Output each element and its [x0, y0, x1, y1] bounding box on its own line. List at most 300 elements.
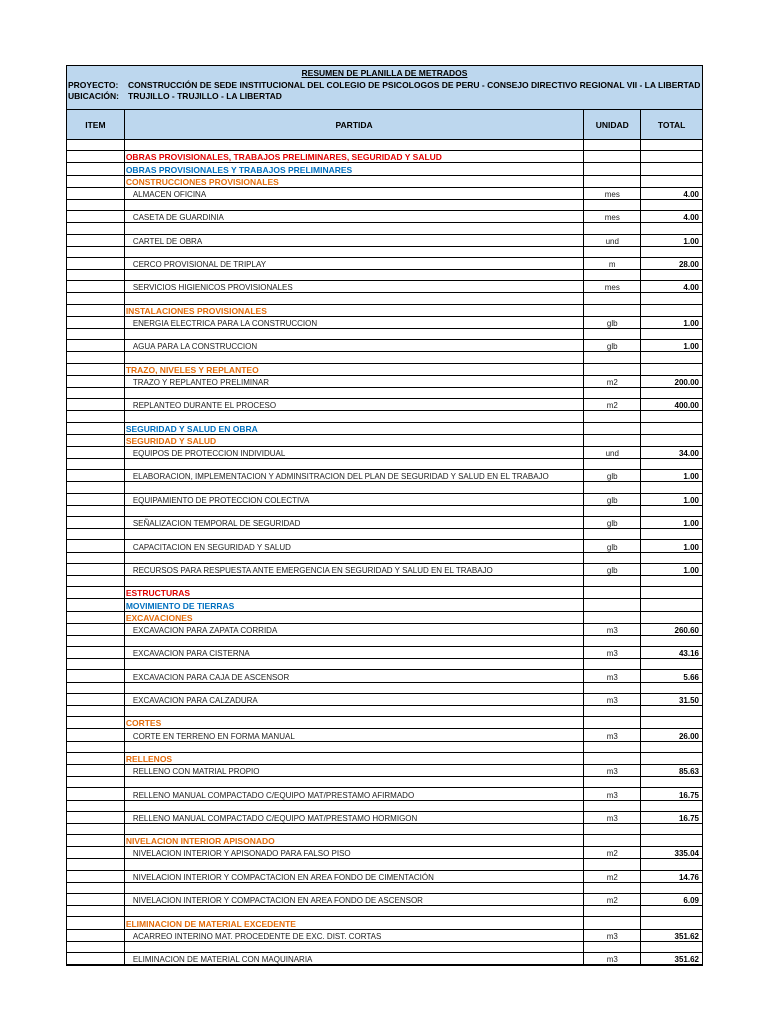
unidad-cell — [584, 777, 641, 787]
total-cell — [641, 176, 702, 187]
partida-cell: CAPACITACION EN SEGURIDAD Y SALUD — [125, 540, 585, 551]
section-row — [67, 917, 702, 929]
column-headers — [66, 110, 703, 140]
unidad-cell: m3 — [584, 953, 641, 964]
section-row — [67, 612, 702, 624]
total-cell — [641, 553, 702, 563]
unidad-cell: m3 — [584, 930, 641, 941]
unidad-cell — [584, 388, 641, 398]
item-cell — [67, 388, 125, 398]
item-cell — [67, 329, 125, 339]
table-row — [67, 847, 702, 859]
partida-cell — [125, 247, 585, 257]
total-cell — [641, 270, 702, 280]
blank-row — [67, 683, 702, 694]
partida-cell — [125, 859, 585, 869]
unidad-cell: glb — [584, 470, 641, 481]
total-cell — [641, 612, 702, 623]
table-row — [67, 540, 702, 552]
item-cell — [67, 788, 125, 799]
blank-row — [67, 459, 702, 470]
section-row — [67, 717, 702, 729]
item-cell — [67, 765, 125, 776]
blank-row — [67, 706, 702, 717]
unidad-cell: m3 — [584, 765, 641, 776]
item-cell — [67, 576, 125, 586]
total-cell: 16.75 — [678, 813, 699, 823]
column-header-total: TOTAL — [657, 119, 686, 130]
unidad-cell: m2 — [584, 399, 641, 410]
total-cell — [641, 706, 702, 716]
item-cell — [67, 506, 125, 516]
item-cell — [67, 553, 125, 563]
partida-cell — [125, 459, 585, 469]
item-cell — [67, 647, 125, 658]
total-cell — [641, 659, 702, 669]
total-cell: 4.00 — [683, 283, 699, 293]
partida-cell: NIVELACION INTERIOR Y APISONADO PARA FALSO PISO — [125, 847, 585, 858]
table-row — [67, 729, 702, 741]
item-cell — [67, 812, 125, 823]
item-cell — [67, 447, 125, 458]
blank-row — [67, 223, 702, 234]
blank-row — [67, 906, 702, 917]
total-cell — [641, 576, 702, 586]
unidad-cell — [584, 459, 641, 469]
partida-cell — [125, 777, 585, 787]
item-cell — [67, 871, 125, 882]
item-cell — [67, 847, 125, 858]
table-row — [67, 930, 702, 942]
partida-cell: EXCAVACION PARA CALZADURA — [125, 694, 585, 705]
partida-cell: CARTEL DE OBRA — [125, 235, 585, 246]
partida-cell — [125, 659, 585, 669]
proyecto-value: CONSTRUCCIÓN DE SEDE INSTITUCIONAL DEL COLEGIO DE PSICOLOGOS DE PERU - CONSEJO DIRECTIVO REGIONAL VII - LA LIBERTAD — [128, 80, 701, 90]
item-cell — [67, 659, 125, 669]
unidad-cell — [584, 683, 641, 693]
partida-cell: SEÑALIZACION TEMPORAL DE SEGURIDAD — [125, 517, 585, 528]
item-cell — [67, 305, 125, 316]
unidad-cell — [584, 659, 641, 669]
unidad-cell: und — [584, 447, 641, 458]
item-cell — [67, 423, 125, 434]
unidad-cell — [584, 482, 641, 492]
partida-cell — [125, 742, 585, 752]
section-row — [67, 599, 702, 611]
partida-cell: ACARREO INTERINO MAT. PROCEDENTE DE EXC. DIST. CORTAS — [125, 930, 585, 941]
partida-cell — [125, 329, 585, 339]
total-cell — [641, 200, 702, 210]
table-row — [67, 317, 702, 329]
unidad-cell: glb — [584, 340, 641, 351]
partida-cell: NIVELACION INTERIOR Y COMPACTACION EN AREA FONDO DE ASCENSOR — [125, 894, 585, 905]
partida-cell: CORTE EN TERRENO EN FORMA MANUAL — [125, 729, 585, 740]
blank-row — [67, 388, 702, 399]
table-row — [67, 694, 702, 706]
item-cell — [67, 364, 125, 375]
table-row — [67, 953, 702, 965]
partida-cell — [125, 906, 585, 916]
total-cell: 14.76 — [678, 872, 699, 882]
item-cell — [67, 188, 125, 199]
item-cell — [67, 411, 125, 421]
total-cell — [641, 906, 702, 916]
unidad-cell: glb — [584, 564, 641, 575]
unidad-cell — [584, 411, 641, 421]
blank-row — [67, 883, 702, 894]
blank-row — [67, 801, 702, 812]
total-cell: 85.63 — [678, 767, 699, 777]
item-cell — [67, 894, 125, 905]
partida-cell: EXCAVACIONES — [125, 612, 585, 623]
item-cell — [67, 352, 125, 362]
item-cell — [67, 753, 125, 764]
sheet-header — [66, 65, 703, 110]
total-cell — [641, 942, 702, 952]
total-cell — [641, 801, 702, 811]
table-row — [67, 670, 702, 682]
table-row — [67, 647, 702, 659]
unidad-cell: m3 — [584, 729, 641, 740]
total-cell — [641, 859, 702, 869]
partida-cell: AGUA PARA LA CONSTRUCCION — [125, 340, 585, 351]
item-cell — [67, 717, 125, 728]
unidad-cell: glb — [584, 540, 641, 551]
unidad-cell: m2 — [584, 871, 641, 882]
partida-cell — [125, 942, 585, 952]
unidad-cell — [584, 329, 641, 339]
unidad-cell: mes — [584, 211, 641, 222]
item-cell — [67, 942, 125, 952]
partida-cell: INSTALACIONES PROVISIONALES — [125, 305, 585, 316]
item-cell — [67, 624, 125, 635]
partida-cell — [125, 683, 585, 693]
total-cell — [641, 506, 702, 516]
item-cell — [67, 151, 125, 162]
total-cell — [641, 151, 702, 162]
blank-row — [67, 553, 702, 564]
total-cell — [641, 163, 702, 174]
unidad-cell — [584, 435, 641, 446]
item-cell — [67, 376, 125, 387]
partida-cell: ELIMINACION DE MATERIAL CON MAQUINARIA — [125, 953, 585, 964]
partida-cell: SEGURIDAD Y SALUD EN OBRA — [125, 423, 585, 434]
total-cell — [641, 329, 702, 339]
column-header-partida: PARTIDA — [125, 110, 585, 139]
unidad-cell: m2 — [584, 847, 641, 858]
table-row — [67, 281, 702, 293]
partida-cell — [125, 576, 585, 586]
table-row — [67, 447, 702, 459]
partida-cell: OBRAS PROVISIONALES, TRABAJOS PRELIMINARES, SEGURIDAD Y SALUD — [125, 151, 585, 162]
item-cell — [67, 470, 125, 481]
total-cell — [641, 683, 702, 693]
partida-cell: SERVICIOS HIGIENICOS PROVISIONALES — [125, 281, 585, 292]
section-row — [67, 835, 702, 847]
partida-cell: RELLENOS — [125, 753, 585, 764]
unidad-cell: glb — [584, 317, 641, 328]
item-cell — [67, 340, 125, 351]
unidad-cell: glb — [584, 494, 641, 505]
total-cell: 43.16 — [678, 649, 699, 659]
total-cell — [641, 140, 702, 150]
unidad-cell — [584, 717, 641, 728]
item-cell — [67, 706, 125, 716]
partida-cell — [125, 388, 585, 398]
partida-cell — [125, 482, 585, 492]
item-cell — [67, 281, 125, 292]
unidad-cell: m — [584, 258, 641, 269]
unidad-cell — [584, 612, 641, 623]
total-cell: 351.62 — [674, 955, 699, 965]
total-cell: 4.00 — [683, 189, 699, 199]
total-cell — [641, 777, 702, 787]
unidad-cell — [584, 753, 641, 764]
blank-row — [67, 482, 702, 493]
unidad-cell — [584, 151, 641, 162]
item-cell — [67, 742, 125, 752]
section-row — [67, 163, 702, 175]
item-cell — [67, 683, 125, 693]
unidad-cell — [584, 599, 641, 610]
item-cell — [67, 859, 125, 869]
total-cell: 1.00 — [683, 319, 699, 328]
total-cell — [641, 305, 702, 316]
partida-cell: SEGURIDAD Y SALUD — [125, 435, 585, 446]
item-cell — [67, 140, 125, 150]
item-cell — [67, 317, 125, 328]
column-header-item: ITEM — [67, 110, 125, 139]
unidad-cell — [584, 801, 641, 811]
table-row — [67, 894, 702, 906]
unidad-cell — [584, 859, 641, 869]
total-cell: 5.66 — [683, 672, 699, 682]
item-cell — [67, 482, 125, 492]
blank-row — [67, 352, 702, 363]
partida-cell: REPLANTEO DURANTE EL PROCESO — [125, 399, 585, 410]
total-cell — [641, 423, 702, 434]
blank-row — [67, 329, 702, 340]
total-cell: 31.50 — [678, 696, 699, 705]
unidad-cell — [584, 883, 641, 893]
blank-row — [67, 576, 702, 587]
unidad-cell — [584, 270, 641, 280]
partida-cell: EQUIPOS DE PROTECCION INDIVIDUAL — [125, 447, 585, 458]
table-row — [67, 258, 702, 270]
unidad-cell — [584, 824, 641, 834]
item-cell — [67, 293, 125, 303]
total-cell — [641, 824, 702, 834]
unidad-cell — [584, 364, 641, 375]
section-row — [67, 423, 702, 435]
item-cell — [67, 235, 125, 246]
unidad-cell — [584, 917, 641, 928]
blank-row — [67, 942, 702, 953]
item-cell — [67, 435, 125, 446]
table-row — [67, 376, 702, 388]
partida-cell: ENERGIA ELECTRICA PARA LA CONSTRUCCION — [125, 317, 585, 328]
total-cell: 260.60 — [674, 625, 699, 635]
total-cell: 200.00 — [674, 377, 699, 387]
partida-cell: RELLENO CON MATRIAL PROPIO — [125, 765, 585, 776]
unidad-cell: m2 — [584, 376, 641, 387]
total-cell: 26.00 — [678, 731, 699, 741]
unidad-cell — [584, 506, 641, 516]
total-cell — [641, 753, 702, 764]
blank-row — [67, 270, 702, 281]
item-cell — [67, 694, 125, 705]
total-cell: 34.00 — [678, 449, 699, 459]
partida-cell — [125, 223, 585, 233]
item-cell — [67, 176, 125, 187]
total-cell — [641, 529, 702, 539]
partida-cell: CERCO PROVISIONAL DE TRIPLAY — [125, 258, 585, 269]
total-cell: 6.09 — [683, 896, 699, 906]
partida-cell: NIVELACION INTERIOR Y COMPACTACION EN AREA FONDO DE CIMENTACIÓN — [125, 871, 585, 882]
total-cell: 1.00 — [683, 565, 699, 575]
section-row — [67, 435, 702, 447]
unidad-cell — [584, 176, 641, 187]
partida-cell — [125, 801, 585, 811]
item-cell — [67, 801, 125, 811]
total-cell — [641, 223, 702, 233]
total-cell — [641, 587, 702, 598]
total-cell — [641, 388, 702, 398]
item-cell — [67, 835, 125, 846]
unidad-cell — [584, 906, 641, 916]
unidad-cell: m3 — [584, 647, 641, 658]
blank-row — [67, 659, 702, 670]
total-cell — [641, 835, 702, 846]
section-row — [67, 176, 702, 188]
partida-cell: TRAZO, NIVELES Y REPLANTEO — [125, 364, 585, 375]
partida-cell — [125, 411, 585, 421]
item-cell — [67, 211, 125, 222]
item-cell — [67, 612, 125, 623]
table-row — [67, 399, 702, 411]
total-cell: 400.00 — [674, 401, 699, 411]
partida-cell: ELIMINACION DE MATERIAL EXCEDENTE — [125, 917, 585, 928]
partida-cell — [125, 200, 585, 210]
item-cell — [67, 670, 125, 681]
unidad-cell — [584, 163, 641, 174]
partida-cell — [125, 270, 585, 280]
item-cell — [67, 883, 125, 893]
blank-row — [67, 529, 702, 540]
unidad-cell: m3 — [584, 788, 641, 799]
total-cell: 335.04 — [674, 849, 699, 859]
blank-row — [67, 247, 702, 258]
blank-row — [67, 140, 702, 151]
unidad-cell: m3 — [584, 812, 641, 823]
sheet-title: RESUMEN DE PLANILLA DE METRADOS — [301, 68, 468, 78]
partida-cell: MOVIMIENTO DE TIERRAS — [125, 599, 585, 610]
unidad-cell — [584, 423, 641, 434]
total-cell — [641, 364, 702, 375]
partida-cell — [125, 140, 585, 150]
table-row — [67, 564, 702, 576]
blank-row — [67, 411, 702, 422]
partida-cell: ALMACEN OFICINA — [125, 188, 585, 199]
total-cell: 16.75 — [678, 790, 699, 800]
item-cell — [67, 564, 125, 575]
total-cell — [641, 459, 702, 469]
item-cell — [67, 200, 125, 210]
unidad-cell — [584, 140, 641, 150]
total-cell — [641, 247, 702, 257]
blank-row — [67, 636, 702, 647]
blank-row — [67, 859, 702, 870]
blank-row — [67, 824, 702, 835]
item-cell — [67, 517, 125, 528]
partida-cell — [125, 883, 585, 893]
total-cell — [641, 482, 702, 492]
total-cell — [641, 717, 702, 728]
section-row — [67, 364, 702, 376]
total-cell: 28.00 — [678, 260, 699, 270]
table-row — [67, 765, 702, 777]
unidad-cell — [584, 352, 641, 362]
table-row — [67, 494, 702, 506]
unidad-cell: m3 — [584, 624, 641, 635]
partida-cell: CORTES — [125, 717, 585, 728]
unidad-cell — [584, 706, 641, 716]
table-row — [67, 812, 702, 824]
ubicacion-label: UBICACIÓN: — [68, 91, 119, 101]
unidad-cell: und — [584, 235, 641, 246]
partida-cell: CASETA DE GUARDINIA — [125, 211, 585, 222]
blank-row — [67, 742, 702, 753]
total-cell: 1.00 — [683, 342, 699, 352]
partida-cell — [125, 706, 585, 716]
total-cell: 1.00 — [683, 236, 699, 246]
partida-cell — [125, 293, 585, 303]
total-cell — [641, 352, 702, 362]
partida-cell: ESTRUCTURAS — [125, 587, 585, 598]
partida-cell: ELABORACION, IMPLEMENTACION Y ADMINSITRACION DEL PLAN DE SEGURIDAD Y SALUD EN EL TRABAJO — [125, 470, 585, 481]
section-row — [67, 753, 702, 765]
item-cell — [67, 529, 125, 539]
unidad-cell: mes — [584, 188, 641, 199]
table-row — [67, 470, 702, 482]
partida-cell — [125, 529, 585, 539]
partida-cell — [125, 506, 585, 516]
table-row — [67, 871, 702, 883]
unidad-cell — [584, 835, 641, 846]
total-cell: 1.00 — [683, 472, 699, 482]
total-cell: 351.62 — [674, 931, 699, 941]
unidad-cell: m2 — [584, 894, 641, 905]
table-row — [67, 188, 702, 200]
table-row — [67, 624, 702, 636]
unidad-cell — [584, 223, 641, 233]
total-cell: 1.00 — [683, 495, 699, 505]
total-cell: 1.00 — [683, 542, 699, 552]
unidad-cell — [584, 553, 641, 563]
partida-cell: CONSTRUCCIONES PROVISIONALES — [125, 176, 585, 187]
unidad-cell — [584, 942, 641, 952]
table-body — [66, 140, 703, 966]
partida-cell: RELLENO MANUAL COMPACTADO C/EQUIPO MAT/PRESTAMO AFIRMADO — [125, 788, 585, 799]
partida-cell: TRAZO Y REPLANTEO PRELIMINAR — [125, 376, 585, 387]
unidad-cell — [584, 636, 641, 646]
item-cell — [67, 163, 125, 174]
unidad-cell: m3 — [584, 694, 641, 705]
unidad-cell — [584, 742, 641, 752]
item-cell — [67, 258, 125, 269]
unidad-cell — [584, 305, 641, 316]
item-cell — [67, 777, 125, 787]
